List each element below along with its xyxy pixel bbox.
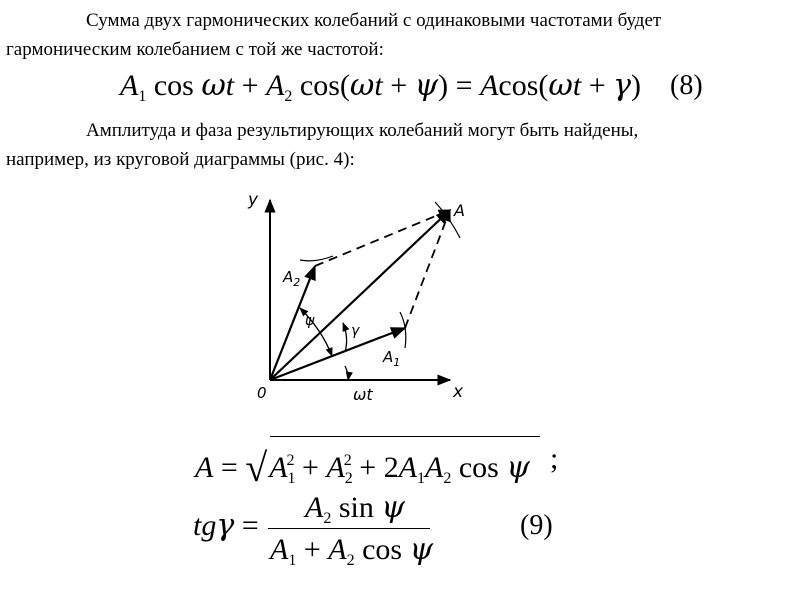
label-origin: 0 xyxy=(257,384,267,402)
equation-8-number: (8) xyxy=(670,70,703,101)
label-axis-x: x xyxy=(453,382,464,402)
label-A: A xyxy=(454,201,465,220)
vector-A xyxy=(270,210,450,380)
tg-gamma-denominator: $A_1 + A_2$ cos ψ xyxy=(270,532,434,569)
tg-gamma-lhs: tgγ = xyxy=(193,508,259,543)
paragraph-diagram-line1: Амплитуда и фаза результирующих колебаний могут быть найдены, xyxy=(86,120,639,141)
dashed-side-right xyxy=(405,210,450,328)
amplitude-semicolon: ; xyxy=(550,442,559,475)
label-A1: $A_1$ xyxy=(383,348,401,369)
paragraph-intro-line1: Сумма двух гармонических колебаний с одинаковыми частотами будет xyxy=(86,10,662,31)
equation-8: $A_1$ $\cos \omega t + A_2$ cos(ωt + ψ) = Acos(ωt + γ) xyxy=(120,68,642,105)
dashed-side-top xyxy=(315,210,450,266)
paragraph-intro-line2: гармоническим колебанием с той же частотой: xyxy=(6,39,384,60)
equation-9-number: (9) xyxy=(520,510,553,541)
paragraph-diagram-line2: например, из круговой диаграммы (рис. 4): xyxy=(6,149,355,170)
fraction-bar xyxy=(268,528,430,529)
paragraph-diagram xyxy=(6,116,790,174)
paragraph-intro xyxy=(6,6,790,64)
label-gamma: γ xyxy=(351,323,360,339)
arc-tick-A2 xyxy=(300,256,333,261)
vector-diagram xyxy=(245,180,485,415)
sqrt-bar xyxy=(270,436,540,437)
amplitude-formula: $A = √A_1^2 + A_2^2 + 2A_1A_2$ cos ψ xyxy=(195,445,530,490)
label-psi: ψ xyxy=(305,313,315,329)
label-axis-y: y xyxy=(248,190,259,210)
label-omega-t: ωt xyxy=(353,385,373,404)
arc-gamma xyxy=(343,323,347,352)
label-A2: $A_2$ xyxy=(283,268,301,289)
tg-gamma-numerator: $A_2$ sin ψ xyxy=(305,490,405,527)
arc-omega-t xyxy=(345,366,348,380)
sqrt-sign: √ xyxy=(245,445,268,490)
